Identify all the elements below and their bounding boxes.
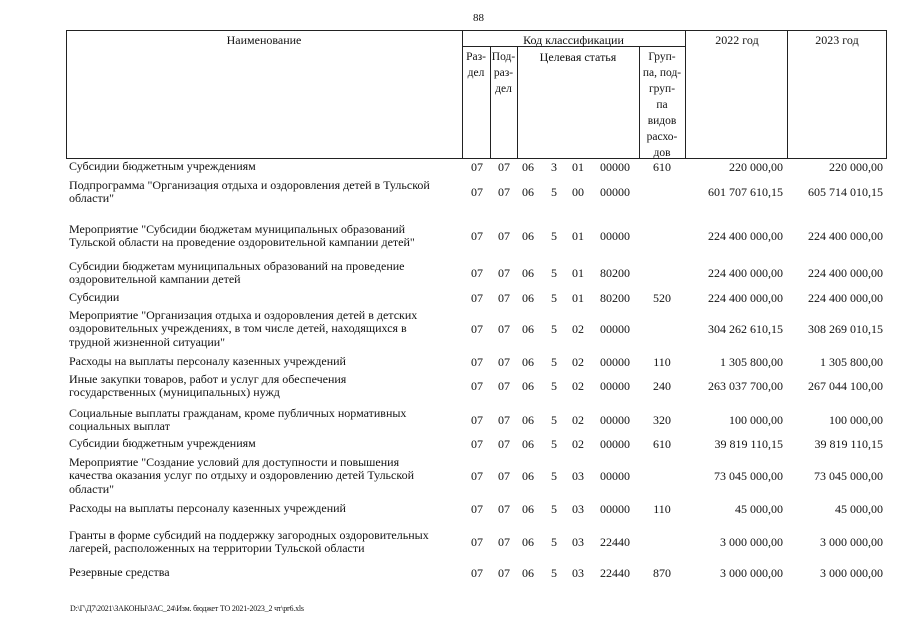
row-name-line: Иные закупки товаров, работ и услуг для обеспечения [69, 372, 347, 386]
cell-v2023: 1 305 800,00 [820, 355, 883, 369]
table-row [66, 437, 887, 452]
cell-c2: 5 [551, 355, 557, 369]
row-name-line: Субсидии [69, 290, 120, 304]
row-name-line: Гранты в форме субсидий на поддержку загородных оздоровительных [69, 528, 429, 542]
cell-c1: 06 [522, 266, 534, 281]
row-name [69, 407, 462, 434]
cell-c2: 5 [551, 379, 557, 394]
cell-c2: 5 [551, 566, 557, 580]
cell-c3: 03 [572, 469, 584, 484]
grid-line [787, 31, 788, 158]
cell-c2: 5 [551, 266, 557, 281]
row-name [69, 502, 462, 515]
cell-c1: 06 [522, 291, 534, 305]
cell-c4: 00000 [600, 160, 630, 174]
cell-c3: 02 [572, 355, 584, 369]
cell-rz: 07 [471, 185, 483, 200]
cell-rz: 07 [471, 266, 483, 281]
cell-pr: 07 [498, 229, 510, 244]
row-name-line: Субсидии бюджетам муниципальных образований на проведение [69, 259, 405, 273]
table-row [66, 260, 887, 290]
cell-v2023: 605 714 010,15 [808, 185, 883, 200]
cell-c4: 00000 [600, 355, 630, 369]
cell-c1: 06 [522, 469, 534, 484]
cell-c2: 5 [551, 469, 557, 484]
cell-c1: 06 [522, 322, 534, 337]
table-row [66, 160, 887, 175]
cell-pr: 07 [498, 322, 510, 337]
cell-c4: 00000 [600, 437, 630, 451]
cell-c3: 02 [572, 413, 584, 428]
cell-pr: 07 [498, 379, 510, 394]
cell-c4: 00000 [600, 185, 630, 200]
table-row [66, 456, 887, 500]
cell-rz: 07 [471, 566, 483, 580]
cell-c1: 06 [522, 185, 534, 200]
row-name-line: Подпрограмма "Организация отдыха и оздоровления детей в Тульской [69, 178, 430, 192]
cell-c3: 03 [572, 502, 584, 516]
cell-v2023: 308 269 010,15 [808, 322, 883, 337]
cell-rz: 07 [471, 160, 483, 174]
row-name [69, 437, 462, 450]
cell-rz: 07 [471, 229, 483, 244]
cell-c2: 5 [551, 413, 557, 428]
cell-rz: 07 [471, 291, 483, 305]
table-row [66, 502, 887, 517]
row-name [69, 291, 462, 304]
cell-v2022: 3 000 000,00 [720, 566, 783, 580]
cell-c3: 02 [572, 379, 584, 394]
column-header-2022: 2022 год [715, 33, 759, 47]
cell-c1: 06 [522, 379, 534, 394]
column-header-code: Код классификации [523, 33, 624, 47]
cell-v2022: 45 000,00 [735, 502, 783, 516]
cell-c3: 01 [572, 160, 584, 174]
row-name [69, 373, 462, 400]
row-name-line: Тульской области на проведение оздоровительной кампании детей" [69, 235, 415, 250]
table-row [66, 309, 887, 353]
row-name [69, 529, 462, 556]
cell-rz: 07 [471, 437, 483, 451]
cell-c4: 80200 [600, 291, 630, 305]
cell-c4: 00000 [600, 502, 630, 516]
cell-v2022: 224 400 000,00 [708, 229, 783, 244]
row-name-line: Субсидии бюджетным учреждениям [69, 436, 256, 450]
cell-v2023: 39 819 110,15 [814, 437, 883, 451]
row-name-line: Мероприятие "Организация отдыха и оздоровления детей в детских [69, 308, 418, 322]
row-name-line: государственных (муниципальных) нужд [69, 385, 280, 400]
cell-c2: 5 [551, 229, 557, 244]
cell-v2022: 73 045 000,00 [714, 469, 783, 484]
cell-v2023: 45 000,00 [835, 502, 883, 516]
column-header-2023: 2023 год [815, 33, 859, 47]
cell-pr: 07 [498, 291, 510, 305]
cell-pr: 07 [498, 413, 510, 428]
cell-pr: 07 [498, 437, 510, 451]
cell-c1: 06 [522, 502, 534, 516]
table-row [66, 291, 887, 306]
cell-c1: 06 [522, 437, 534, 451]
cell-pr: 07 [498, 469, 510, 484]
cell-vr: 240 [653, 379, 671, 394]
cell-c4: 00000 [600, 379, 630, 394]
row-name [69, 179, 462, 206]
table-row [66, 179, 887, 219]
row-name-line: области" [69, 481, 115, 496]
cell-c2: 5 [551, 437, 557, 451]
row-name-line: Расходы на выплаты персоналу казенных учреждений [69, 354, 346, 368]
row-name-line: оздоровительной кампании детей [69, 272, 241, 287]
row-name [69, 566, 462, 579]
cell-v2023: 220 000,00 [829, 160, 883, 174]
grid-line [66, 31, 67, 158]
cell-rz: 07 [471, 355, 483, 369]
row-name [69, 260, 462, 287]
row-name-line: Субсидии бюджетным учреждениям [69, 159, 256, 173]
column-header-vid: Груп- па, под- груп- па видов расхо- дов [642, 51, 682, 159]
cell-v2023: 3 000 000,00 [820, 566, 883, 580]
row-name-line: лагерей, расположенных на территории Тульской области [69, 541, 365, 556]
row-name [69, 355, 462, 368]
row-name-line: Мероприятие "Создание условий для доступности и повышения [69, 455, 400, 469]
cell-c1: 06 [522, 355, 534, 369]
cell-c3: 02 [572, 437, 584, 451]
grid-line [886, 31, 887, 158]
row-name-line: Расходы на выплаты персоналу казенных учреждений [69, 501, 346, 515]
cell-c4: 00000 [600, 469, 630, 484]
cell-v2022: 304 262 610,15 [708, 322, 783, 337]
column-header-name: Наименование [226, 33, 302, 47]
cell-v2022: 263 037 700,00 [708, 379, 783, 394]
cell-v2023: 224 400 000,00 [808, 291, 883, 305]
cell-pr: 07 [498, 266, 510, 281]
cell-c1: 06 [522, 413, 534, 428]
cell-v2023: 224 400 000,00 [808, 266, 883, 281]
cell-vr: 870 [653, 566, 671, 580]
cell-rz: 07 [471, 322, 483, 337]
cell-pr: 07 [498, 185, 510, 200]
column-header-target: Целевая статья [539, 50, 617, 64]
row-name [69, 309, 462, 349]
cell-rz: 07 [471, 502, 483, 516]
cell-rz: 07 [471, 379, 483, 394]
cell-v2022: 220 000,00 [729, 160, 783, 174]
cell-v2023: 3 000 000,00 [820, 535, 883, 550]
table-row [66, 223, 887, 263]
cell-v2022: 1 305 800,00 [720, 355, 783, 369]
cell-v2022: 3 000 000,00 [720, 535, 783, 550]
row-name [69, 160, 462, 173]
cell-c2: 5 [551, 291, 557, 305]
cell-rz: 07 [471, 413, 483, 428]
cell-pr: 07 [498, 355, 510, 369]
cell-c2: 5 [551, 502, 557, 516]
cell-c4: 00000 [600, 413, 630, 428]
table-row [66, 373, 887, 403]
cell-c1: 06 [522, 160, 534, 174]
row-name-line: Резервные средства [69, 565, 170, 579]
row-name-line: области" [69, 191, 115, 206]
row-name [69, 223, 462, 250]
grid-line [685, 31, 686, 158]
row-name-line: трудной жизненной ситуации" [69, 334, 226, 349]
cell-c4: 22440 [600, 535, 630, 550]
cell-pr: 07 [498, 160, 510, 174]
cell-v2023: 224 400 000,00 [808, 229, 883, 244]
cell-v2022: 601 707 610,15 [708, 185, 783, 200]
cell-vr: 520 [653, 291, 671, 305]
page-number: 88 [473, 12, 484, 24]
table-row [66, 407, 887, 437]
cell-c2: 5 [551, 322, 557, 337]
cell-vr: 610 [653, 160, 671, 174]
table-row [66, 566, 887, 581]
cell-v2022: 224 400 000,00 [708, 291, 783, 305]
cell-c1: 06 [522, 566, 534, 580]
cell-pr: 07 [498, 502, 510, 516]
row-name-line: социальных выплат [69, 419, 170, 434]
cell-v2022: 224 400 000,00 [708, 266, 783, 281]
cell-c1: 06 [522, 229, 534, 244]
cell-c3: 01 [572, 266, 584, 281]
cell-c1: 06 [522, 535, 534, 550]
cell-vr: 110 [653, 502, 671, 516]
cell-v2023: 267 044 100,00 [808, 379, 883, 394]
cell-v2023: 100 000,00 [829, 413, 883, 428]
cell-pr: 07 [498, 566, 510, 580]
cell-vr: 320 [653, 413, 671, 428]
cell-c3: 00 [572, 185, 584, 200]
cell-c3: 03 [572, 535, 584, 550]
table-row [66, 529, 887, 559]
cell-vr: 110 [653, 355, 671, 369]
cell-c4: 80200 [600, 266, 630, 281]
cell-rz: 07 [471, 535, 483, 550]
row-name [69, 456, 462, 496]
row-name-line: Мероприятие "Субсидии бюджетам муниципальных образований [69, 222, 406, 236]
column-header-podrazdel: Под- раз- дел [491, 51, 516, 95]
column-header-razdel: Раз- дел [466, 51, 486, 79]
row-name-line: качества оказания услуг по отдыху и оздоровлению детей Тульской [69, 468, 414, 483]
cell-rz: 07 [471, 469, 483, 484]
cell-c2: 3 [551, 160, 557, 174]
table-row [66, 355, 887, 370]
cell-c4: 00000 [600, 322, 630, 337]
cell-c2: 5 [551, 185, 557, 200]
cell-v2022: 39 819 110,15 [714, 437, 783, 451]
file-path-footer: D:\Г\Д7\2021\ЗАКОНЫ\ЗАС_24\Изм. бюджет ТО 2021-2023_2 чт\pr6.xls [70, 604, 304, 613]
cell-c4: 00000 [600, 229, 630, 244]
cell-vr: 610 [653, 437, 671, 451]
cell-c3: 01 [572, 291, 584, 305]
cell-v2022: 100 000,00 [729, 413, 783, 428]
cell-c3: 03 [572, 566, 584, 580]
cell-c3: 02 [572, 322, 584, 337]
cell-c4: 22440 [600, 566, 630, 580]
cell-v2023: 73 045 000,00 [814, 469, 883, 484]
cell-c3: 01 [572, 229, 584, 244]
cell-c2: 5 [551, 535, 557, 550]
row-name-line: Социальные выплаты гражданам, кроме публичных нормативных [69, 406, 407, 420]
cell-pr: 07 [498, 535, 510, 550]
table-header [66, 30, 887, 159]
row-name-line: оздоровительных учреждениях, в том числе детей, находящихся в [69, 321, 407, 336]
